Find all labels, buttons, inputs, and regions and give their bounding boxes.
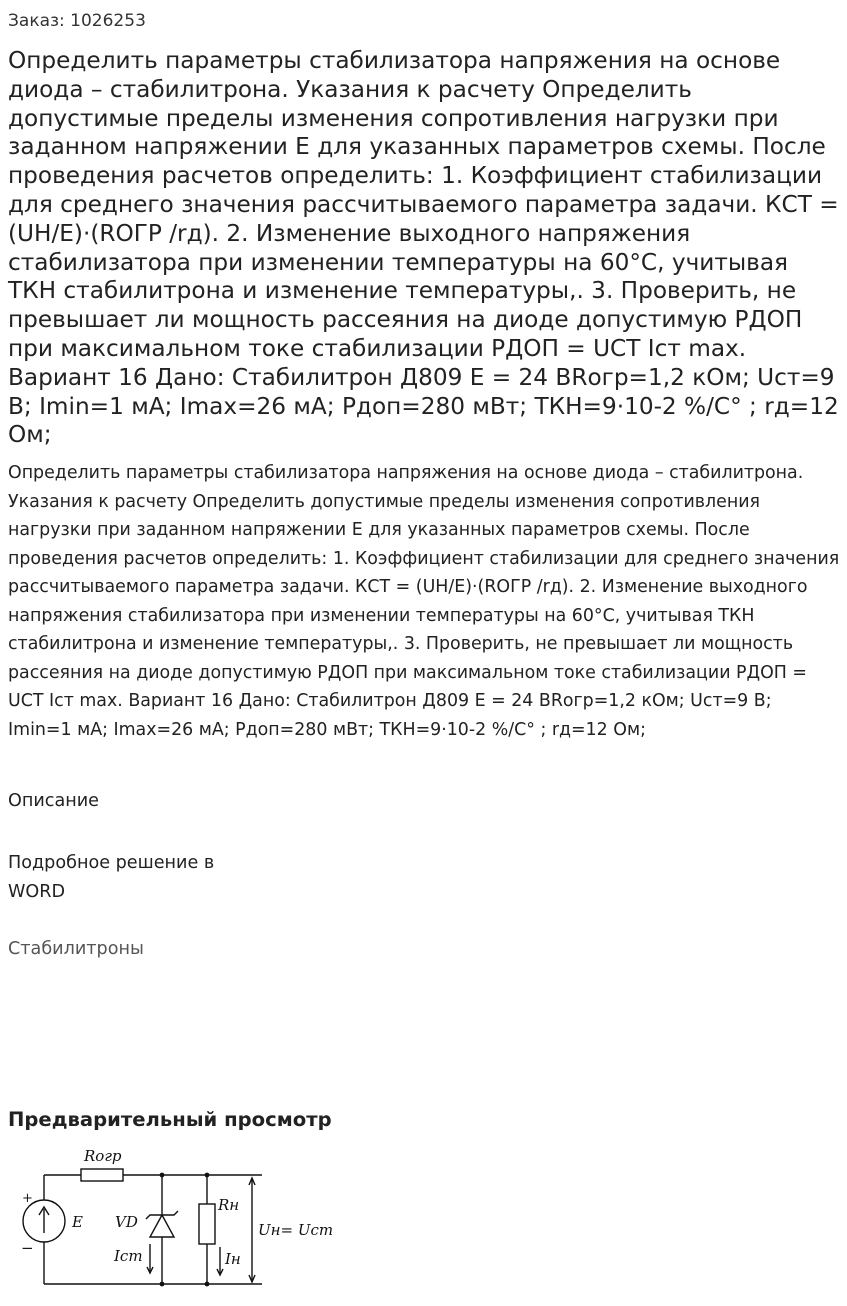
load-resistor-symbol	[199, 1204, 215, 1244]
schematic-label-r-limit: Rогр	[84, 1147, 122, 1165]
solution-format-text: Подробное решение в WORD	[8, 853, 215, 902]
circuit-schematic-preview	[14, 1143, 334, 1293]
schematic-label-diode-current: Iст	[114, 1247, 143, 1265]
preview-heading: Предварительный просмотр	[8, 1108, 332, 1131]
schematic-label-voltage: Uн= Uст	[258, 1221, 334, 1239]
schematic-label-plus: +	[22, 1191, 33, 1206]
category-link[interactable]: Стабилитроны	[8, 939, 144, 959]
order-number: Заказ: 1026253	[8, 11, 146, 31]
schematic-label-source: E	[72, 1213, 83, 1231]
schematic-label-diode: VD	[115, 1213, 138, 1231]
limiting-resistor-symbol	[81, 1169, 123, 1181]
description-section-label: Описание	[8, 791, 100, 811]
zener-diode-symbol	[150, 1215, 174, 1237]
schematic-label-load: Rн	[218, 1196, 240, 1214]
schematic-label-load-current: Iн	[225, 1250, 241, 1268]
schematic-label-minus: −	[21, 1239, 34, 1257]
task-description: Определить параметры стабилизатора напряжения на основе диода – стабилитрона. Указания к расчету Определить допустимые пределы изменения сопротивления нагрузки при заданном напряжении E для указанных параметров схемы. После проведения расчетов определить: 1. Коэффициент стабилизации для среднего значения рассчитываемого параметра задачи. КСТ = (UН/E)·(RОГР /rд). 2. Изменение выходного напряжения стабилизатора при изменении температуры на 60°С, учитывая ТКН стабилитрона и изменение температуры,. 3. Проверить, не превышает ли мощность рассеяния на диоде допустимую РДОП при максимальном токе стабилизации РДОП = UСТ Iст max. Вариант 16 Дано: Стабилитрон Д809 Е = 24 ВRогр=1,2 кОм; Uст=9 В; Imin=1 мА; Imax=26 мА; Рдоп=280 мВт; ТКН=9·10-2 %/С° ; rд=12 Ом;	[8, 463, 840, 740]
page-title: Определить параметры стабилизатора напряжения на основе диода – стабилитрона. Указания к расчету Определить допустимые пределы изменения сопротивления нагрузки при заданном напряжении E для указанных параметров схемы. После проведения расчетов определить: 1. Коэффициент стабилизации для среднего значения рассчитываемого параметра задачи. КСТ = (UН/E)·(RОГР /rд). 2. Изменение выходного напряжения стабилизатора при изменении температуры на 60°С, учитывая ТКН стабилитрона и изменение температуры,. 3. Проверить, не превышает ли мощность рассеяния на диоде допустимую РДОП при максимальном токе стабилизации РДОП = UСТ Iст max. Вариант 16 Дано: Стабилитрон Д809 Е = 24 ВRогр=1,2 кОм; Uст=9 В; Imin=1 мА; Imax=26 мА; Рдоп=280 мВт; ТКН=9·10-2 %/С° ; rд=12 Ом;	[8, 47, 839, 449]
